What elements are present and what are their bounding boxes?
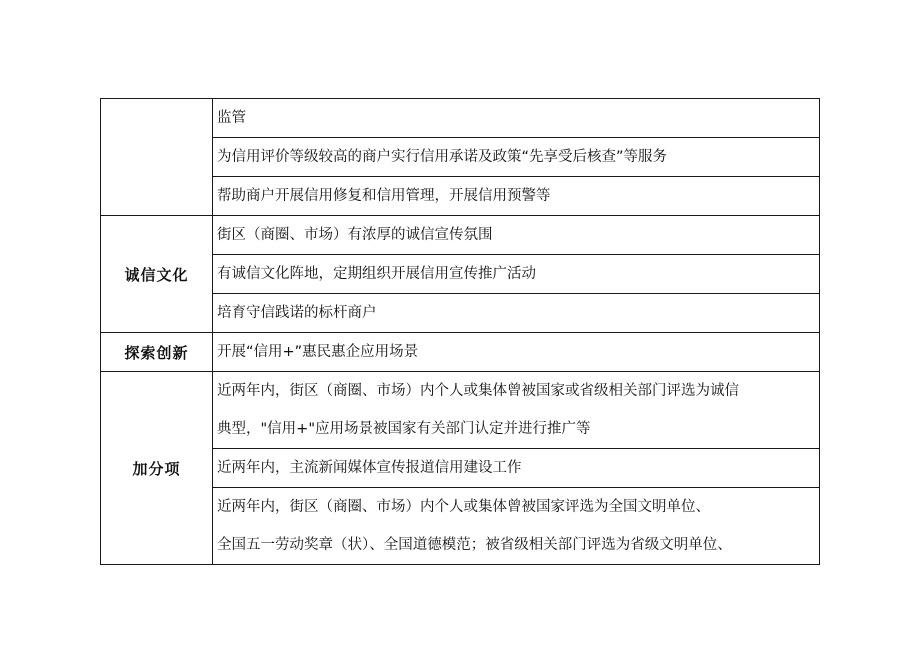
criteria-text: 有诚信文化阵地，定期组织开展信用宣传推广活动	[217, 266, 536, 282]
criteria-text: 近两年内，街区（商圈、市场）内个人或集体曾被国家或省级相关部门评选为诚信	[217, 383, 739, 399]
category-cell-integrity-culture: 诚信文化	[101, 216, 213, 333]
criteria-item	[213, 216, 820, 255]
criteria-text: 近两年内，街区（商圈、市场）内个人或集体曾被国家评选为全国文明单位、	[217, 499, 710, 515]
table-row	[101, 333, 820, 372]
criteria-text: 为信用评价等级较高的商户实行信用承诺及政策“先享受后核查”等服务	[217, 149, 668, 165]
criteria-text: 街区（商圈、市场）有浓厚的诚信宣传氛围	[217, 227, 493, 243]
criteria-text: 典型，"信用+"应用场景被国家有关部门认定并进行推广等	[217, 421, 591, 437]
criteria-item	[213, 449, 820, 488]
category-cell	[101, 99, 213, 216]
criteria-item	[213, 333, 820, 372]
criteria-table	[100, 98, 820, 565]
criteria-item	[213, 372, 820, 449]
criteria-text: 近两年内，主流新闻媒体宣传报道信用建设工作	[217, 460, 522, 476]
criteria-item	[213, 138, 820, 177]
table-row	[101, 216, 820, 255]
criteria-text: 监管	[217, 110, 246, 126]
category-cell-bonus: 加分项	[101, 372, 213, 565]
table-row	[101, 99, 820, 138]
criteria-text: 培育守信践诺的标杆商户	[217, 305, 377, 321]
criteria-item	[213, 488, 820, 565]
criteria-item	[213, 294, 820, 333]
category-cell-innovation: 探索创新	[101, 333, 213, 372]
criteria-text: 帮助商户开展信用修复和信用管理，开展信用预警等	[217, 188, 551, 204]
table-row	[101, 372, 820, 449]
criteria-text: 全国五一劳动奖章（状）、全国道德模范；被省级相关部门评选为省级文明单位、	[217, 537, 732, 553]
criteria-text: 开展“信用+”惠民惠企应用场景	[217, 344, 419, 360]
criteria-item	[213, 255, 820, 294]
criteria-item	[213, 177, 820, 216]
criteria-item	[213, 99, 820, 138]
